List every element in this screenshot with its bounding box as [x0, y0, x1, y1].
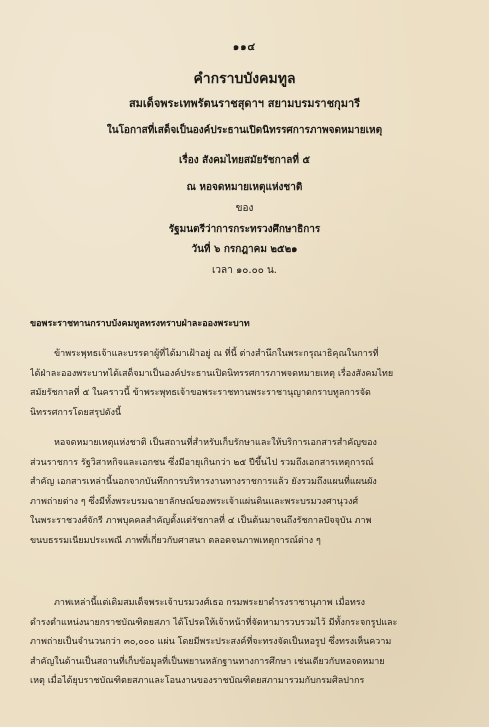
paragraph-line: ขนบธรรมเนียมประเพณี ภาพที่เกี่ยวกับศาสนา ตลอดจนภาพเหตุการณ์ต่าง ๆ — [30, 535, 321, 546]
speaker-line: รัฐมนตรีว่าการกระทรวงศึกษาธิการ — [168, 224, 321, 235]
time-line: เวลา ๑๐.๐๐ น. — [212, 265, 277, 276]
body-paragraph — [30, 434, 462, 551]
paragraph-line: ภาพถ่ายเป็นจำนวนกว่า ๓๐,๐๐๐ แผ่น โดยมีพระประสงค์ที่จะทรงจัดเป็นหอรูป ซึ่งทรงเห็นความ — [30, 637, 392, 647]
paragraph-line: ภาพเหล่านี้แต่เดิมสมเด็จพระเจ้าบรมวงศ์เธอ กรมพระยาดำรงราชานุภาพ เมื่อทรง — [54, 598, 366, 608]
royal-title: สมเด็จพระเทพรัตนราชสุดาฯ สยามบรมราชกุมารี — [128, 97, 361, 110]
of-line: ของ — [235, 203, 254, 214]
paragraph-line: หอจดหมายเหตุแห่งชาติ เป็นสถานที่สำหรับเก็บรักษาและให้บริการเอกสารสำคัญของ — [54, 438, 377, 448]
body-paragraph — [30, 594, 462, 692]
occasion-line: ในโอกาสที่เสด็จเป็นองค์ประธานเปิดนิทรรศการภาพจดหมายเหตุ — [106, 125, 383, 136]
paragraph-line: เหตุ เมื่อได้ยุบราชบัณฑิตยสภาและโอนงานของราชบัณฑิตยสภามารวมกับกรมศิลปากร — [30, 676, 365, 686]
paragraph-line: สมัยรัชกาลที่ ๕ ในคราวนี้ ข้าพระพุทธเจ้าขอพระราชทานพระราชานุญาตกราบทูลการจัด — [30, 388, 371, 398]
paragraph-line: ดำรงตำแหน่งนายกราชบัณฑิตยสภา ได้โปรดให้เจ้าหน้าที่จัดหามารวบรวมไว้ มีทั้งกระจกรูปและ — [30, 617, 398, 628]
body-paragraph — [30, 345, 462, 423]
paragraph-line: ได้ฝ่าละอองพระบาทได้เสด็จมาเป็นองค์ประธานเปิดนิทรรศการภาพจดหมายเหตุ เรื่องสังคมไทย — [30, 368, 394, 379]
venue-line: ณ หอจดหมายเหตุแห่งชาติ — [186, 182, 303, 193]
salutation: ขอพระราชทานกราบบังคมทูลทรงทราบฝ่าละอองพระบาท — [30, 319, 250, 329]
paragraph-line: สำคัญ เอกสารเหล่านี้นอกจากบันทึกการบริหารงานทางราชการแล้ว ยังรวมถึงแผนที่แผนผัง — [30, 477, 377, 487]
paragraph-line: ในพระราชวงศ์จักรี ภาพบุคคลสำคัญตั้งแต่รัชกาลที่ ๔ เป็นต้นมาจนถึงรัชกาลปัจจุบัน ภาพ — [30, 516, 372, 526]
document-title: คำกราบบังคมทูล — [193, 71, 296, 87]
paragraph-line: ส่วนราชการ รัฐวิสาหกิจและเอกชน ซึ่งมีอายุเกินกว่า ๒๕ ปีขึ้นไป รวมถึงเอกสารเหตุการณ์ — [30, 457, 374, 468]
exhibition-topic: เรื่อง สังคมไทยสมัยรัชกาลที่ ๕ — [178, 155, 311, 166]
paragraph-line: ภาพถ่ายต่าง ๆ ซึ่งมีทั้งพระบรมฉายาลักษณ์ของพระเจ้าแผ่นดินและพระบรมวงศานุวงศ์ — [30, 496, 359, 507]
paragraph-line: นิทรรศการโดยสรุปดังนี้ — [30, 407, 122, 418]
paragraph-line: สำคัญในด้านเป็นสถานที่เก็บข้อมูลที่เป็นพยานหลักฐานทางการศึกษา เช่นเดียวกับหอจดหมาย — [30, 656, 385, 667]
paragraph-line: ข้าพระพุทธเจ้าและบรรดาผู้ที่ได้มาเฝ้าอยู่ ณ ที่นี้ ต่างสำนึกในพระกรุณาธิคุณในการที่ — [54, 349, 379, 359]
date-line: วันที่ ๖ กรกฎาคม ๒๕๒๑ — [191, 244, 298, 255]
page-number: ๑๑๔ — [232, 42, 257, 53]
